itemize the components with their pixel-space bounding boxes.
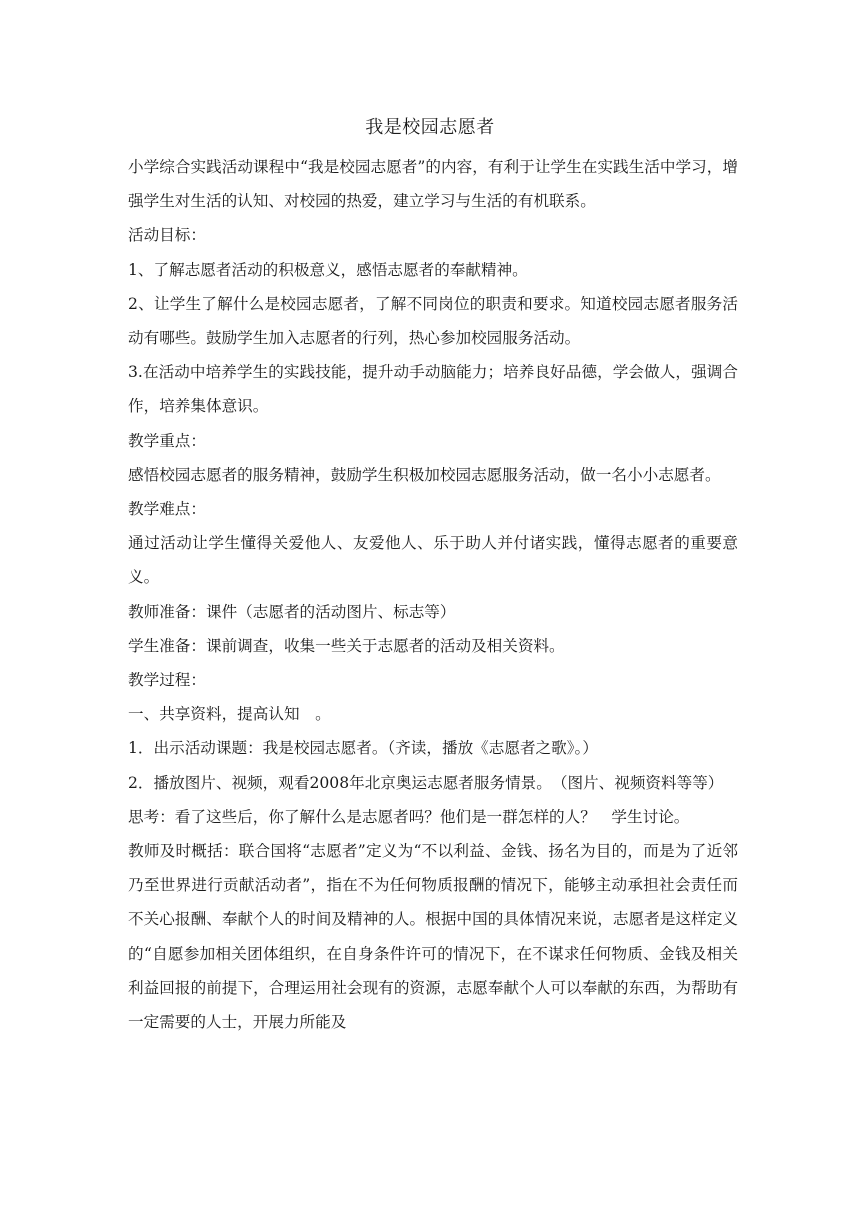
paragraph-teaching-focus: 感悟校园志愿者的服务精神，鼓励学生积极加校园志愿服务活动，做一名小小志愿者。 [128,465,721,484]
paragraph-student-prep: 学生准备：课前调查，收集一些关于志愿者的活动及相关资料。 [128,636,565,655]
paragraph-discussion: 思考：看了这些后，你了解什么是志愿者吗？他们是一群怎样的人？ 学生讨论。 [128,807,690,826]
document-body [128,150,738,1039]
goal-item-2: 2、让学生了解什么是校园志愿者，了解不同岗位的职责和要求。知道校园志愿者服务活动有哪些。鼓励学生加入志愿者的行列，热心参加校园服务活动。 [128,294,738,348]
process-step-2: 2．播放图片、视频，观看2008年北京奥运志愿者服务情景。 （图片、视频资料等等） [128,773,724,792]
heading-teaching-difficulty: 教学难点： [128,500,206,519]
heading-teaching-process: 教学过程： [128,671,206,690]
paragraph-teacher-summary: 教师及时概括：联合国将“志愿者”定义为“不以利益、金钱、扬名为目的，而是为了近邻乃至世界进行贡献活动者”，指在不为任何物质报酬的情况下，能够主动承担社会责任而不关心报酬、奉献个人的时间及精神的人。根据中国的具体情况来说，志愿者是这样定义的“自愿参加相关团体组织，在自身条件许可的情况下，在不谋求任何物质、金钱及相关利益回报的前提下，合理运用社会现有的资源，志愿奉献个人可以奉献的东西，为帮助有一定需要的人士，开展力所能及 [128,842,738,1032]
heading-activity-goals: 活动目标： [128,226,206,245]
goal-item-3: 3.在活动中培养学生的实践技能，提升动手动脑能力；培养良好品德，学会做人，强调合作，培养集体意识。 [128,363,738,416]
heading-teaching-focus: 教学重点： [128,431,206,450]
paragraph-teacher-prep: 教师准备：课件（志愿者的活动图片、标志等） [128,602,456,621]
paragraph-teaching-difficulty: 通过活动让学生懂得关爱他人、友爱他人、乐于助人并付诸实践，懂得志愿者的重要意义。 [128,534,738,587]
paragraph-intro: 小学综合实践活动课程中“我是校园志愿者”的内容，有利于让学生在实践生活中学习，增强学生对生活的认知、对校园的热爱，建立学习与生活的有机联系。 [128,158,738,211]
section-heading-1: 一、共享资料，提高认知 。 [128,705,331,724]
process-step-1: 1．出示活动课题：我是校园志愿者。（齐读，播放《志愿者之歌》。） [128,739,598,758]
document-title: 我是校园志愿者 [365,117,495,138]
goal-item-1: 1、了解志愿者活动的积极意义，感悟志愿者的奉献精神。 [128,260,528,279]
